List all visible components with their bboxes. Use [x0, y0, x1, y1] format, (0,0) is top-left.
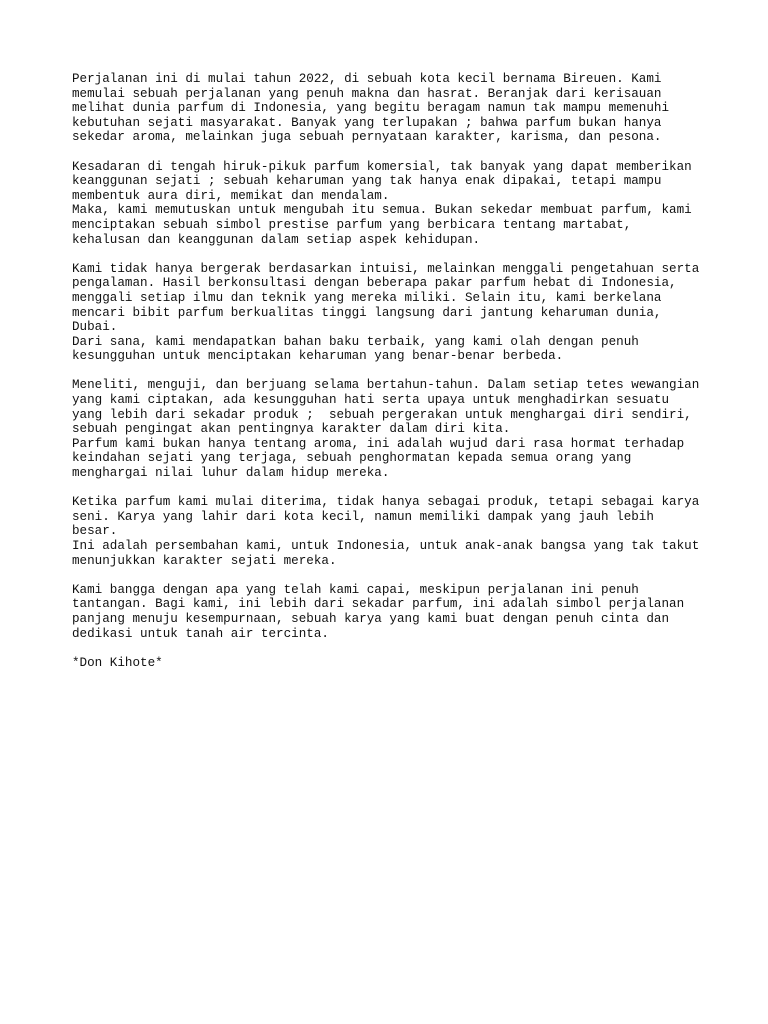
paragraph-5	[72, 495, 712, 568]
signature: *Don Kihote*	[72, 655, 163, 670]
text-line: Maka, kami memutuskan untuk mengubah itu semua. Bukan sekedar membuat parfum, kami	[72, 203, 692, 218]
text-line: Kesadaran di tengah hiruk-pikuk parfum komersial, tak banyak yang dapat memberikan	[72, 159, 692, 174]
text-line: Dari sana, kami mendapatkan bahan baku terbaik, yang kami olah dengan penuh	[72, 334, 639, 349]
text-line: Ketika parfum kami mulai diterima, tidak hanya sebagai produk, tetapi sebagai karya	[72, 495, 700, 510]
text-line: kesungguhan untuk menciptakan keharuman yang benar-benar berbeda.	[72, 349, 564, 364]
text-line: sekedar aroma, melainkan juga sebuah pernyataan karakter, karisma, dan pesona.	[72, 130, 662, 145]
text-line: sebuah pengingat akan pentingnya karakter dalam diri kita.	[72, 422, 511, 437]
text-line: yang kami ciptakan, ada kesungguhan hati serta upaya untuk menghadirkan sesuatu	[72, 393, 670, 408]
text-line: yang lebih dari sekadar produk ; sebuah pergerakan untuk menghargai diri sendiri,	[72, 407, 692, 422]
text-line: kebutuhan sejati masyarakat. Banyak yang terlupakan ; bahwa parfum bukan hanya	[72, 115, 662, 130]
text-line: Parfum kami bukan hanya tentang aroma, ini adalah wujud dari rasa hormat terhadap	[72, 436, 685, 451]
text-line: besar.	[72, 524, 118, 539]
text-line: melihat dunia parfum di Indonesia, yang begitu beragam namun tak mampu memenuhi	[72, 101, 670, 116]
text-line: kehalusan dan keanggunan dalam setiap aspek kehidupan.	[72, 232, 481, 247]
text-line: Meneliti, menguji, dan berjuang selama bertahun-tahun. Dalam setiap tetes wewangian	[72, 378, 700, 393]
document-body	[72, 72, 712, 670]
text-line: tantangan. Bagi kami, ini lebih dari sekadar parfum, ini adalah simbol perjalanan	[72, 597, 685, 612]
paragraph-3	[72, 262, 712, 364]
text-line: pengalaman. Hasil berkonsultasi dengan beberapa pakar parfum hebat di Indonesia,	[72, 276, 677, 291]
text-line: menunjukkan karakter sejati mereka.	[72, 553, 337, 568]
text-line: menghargai nilai luhur dalam hidup mereka.	[72, 466, 390, 481]
text-line: Perjalanan ini di mulai tahun 2022, di sebuah kota kecil bernama Bireuen. Kami	[72, 72, 662, 86]
text-line: membentuk aura diri, memikat dan mendalam.	[72, 188, 390, 203]
paragraph-6	[72, 583, 712, 641]
text-line: Ini adalah persembahan kami, untuk Indonesia, untuk anak-anak bangsa yang tak takut	[72, 539, 700, 553]
text-line: keindahan sejati yang terjaga, sebuah penghormatan kepada semua orang yang	[72, 451, 632, 466]
text-line: keanggunan sejati ; sebuah keharuman yang tak hanya enak dipakai, tetapi mampu	[72, 174, 662, 189]
text-line: dedikasi untuk tanah air tercinta.	[72, 626, 329, 641]
text-line: seni. Karya yang lahir dari kota kecil, namun memiliki dampak yang jauh lebih	[72, 509, 654, 524]
text-line: Kami bangga dengan apa yang telah kami capai, meskipun perjalanan ini penuh	[72, 582, 639, 597]
signature-block	[72, 656, 712, 671]
paragraph-4	[72, 378, 712, 480]
text-line: menciptakan sebuah simbol prestise parfum yang berbicara tentang martabat,	[72, 217, 632, 232]
text-line: Kami tidak hanya bergerak berdasarkan intuisi, melainkan menggali pengetahuan serta	[72, 261, 700, 276]
paragraph-2	[72, 160, 712, 248]
text-line: memulai sebuah perjalanan yang penuh makna dan hasrat. Beranjak dari kerisauan	[72, 86, 662, 101]
text-line: mencari bibit parfum berkualitas tinggi langsung dari jantung keharuman dunia,	[72, 305, 662, 320]
text-line: panjang menuju kesempurnaan, sebuah karya yang kami buat dengan penuh cinta dan	[72, 611, 670, 626]
text-line: menggali setiap ilmu dan teknik yang mereka miliki. Selain itu, kami berkelana	[72, 290, 662, 305]
paragraph-1	[72, 72, 712, 145]
text-line: Dubai.	[72, 320, 118, 335]
